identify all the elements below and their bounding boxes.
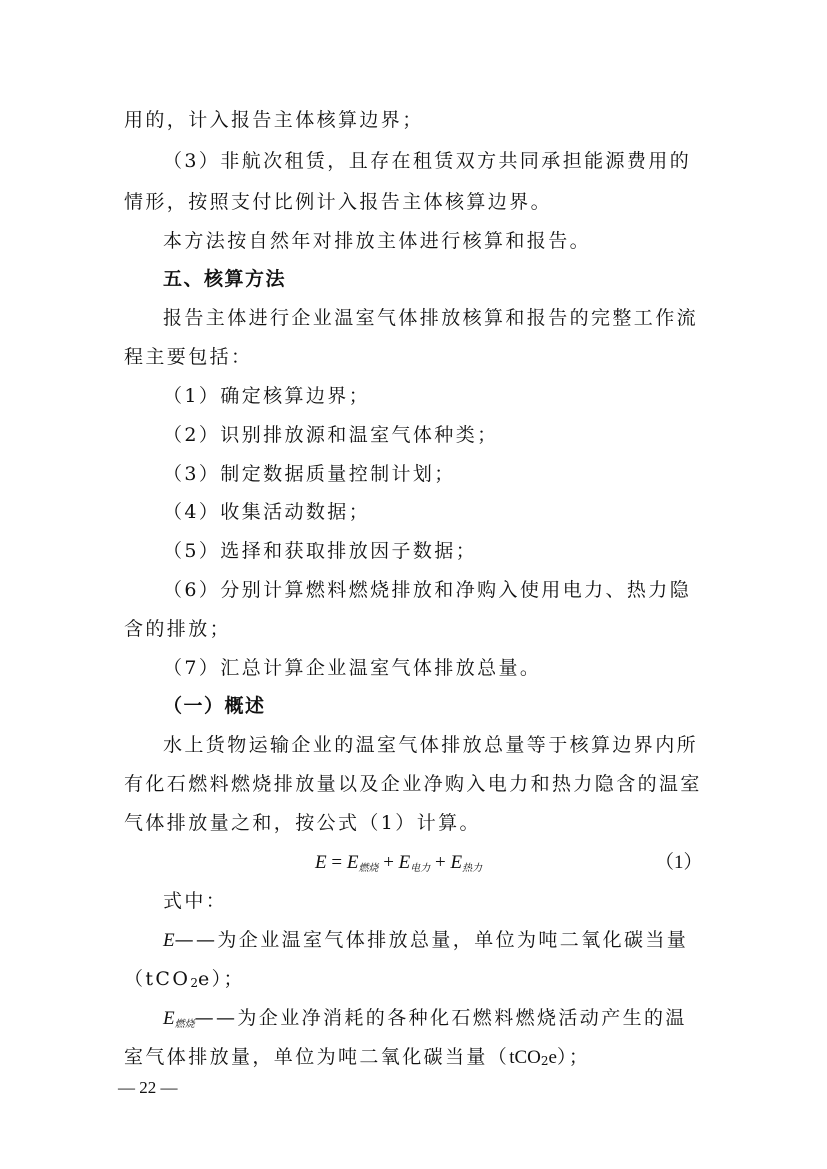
definition-symbol: E <box>163 1008 175 1029</box>
definition-line <box>163 928 688 953</box>
paragraph-line: 程主要包括： <box>124 346 253 368</box>
definition-unit-subscript: 2 <box>540 1054 549 1068</box>
definition-symbol-subscript: 燃烧 <box>174 1019 195 1030</box>
definition-text: 室气体排放量，单位为吨二氧化碳当量（ <box>124 1046 510 1068</box>
definition-unit: （tCO <box>124 968 191 990</box>
definition-unit: ）； <box>556 1046 591 1068</box>
list-item: （5）选择和获取排放因子数据； <box>163 540 478 562</box>
formula-term: E <box>398 852 411 873</box>
list-item: （6）分别计算燃料燃烧排放和净购入使用电力、热力隐 <box>163 579 692 601</box>
definition-line <box>124 967 245 995</box>
formula-operator: + <box>378 852 399 873</box>
definition-symbol: E <box>163 930 175 951</box>
formula-subscript: 燃烧 <box>358 863 379 874</box>
list-item-continuation: 含的排放； <box>124 618 232 640</box>
paragraph-line: 情形，按照支付比例计入报告主体核算边界。 <box>124 191 553 213</box>
subsection-heading: （一）概述 <box>163 695 266 717</box>
definition-line <box>124 1045 590 1073</box>
section-heading: 五、核算方法 <box>163 268 287 290</box>
list-item: （7）汇总计算企业温室气体排放总量。 <box>163 657 542 679</box>
formula-term: E <box>346 852 359 873</box>
paragraph-line: 水上货物运输企业的温室气体排放总量等于核算边界内所 <box>163 734 699 756</box>
definition-unit: e <box>548 1047 557 1068</box>
definition-text: ——为企业净消耗的各种化石燃料燃烧活动产生的温 <box>194 1007 687 1029</box>
page-number: — 22 — <box>118 1078 178 1097</box>
definition-unit: e）； <box>198 968 245 990</box>
list-item: （3）制定数据质量控制计划； <box>163 463 456 485</box>
emission-formula <box>315 851 482 881</box>
formula-subscript: 电力 <box>410 863 431 874</box>
list-item: （1）确定核算边界； <box>163 385 371 407</box>
formula-number: （1） <box>655 852 703 873</box>
formula-term: E <box>315 852 327 873</box>
paragraph-line: 气体排放量之和，按公式（1）计算。 <box>124 812 481 834</box>
list-item: （2）识别排放源和温室气体种类； <box>163 424 499 446</box>
definition-unit: tCO <box>509 1047 541 1068</box>
paragraph-line: （3）非航次租赁，且存在租赁双方共同承担能源费用的 <box>163 150 692 172</box>
where-label: 式中： <box>163 890 228 912</box>
formula-term: E <box>450 852 463 873</box>
paragraph-line: 用的，计入报告主体核算边界； <box>124 109 424 131</box>
paragraph-line: 报告主体进行企业温室气体排放核算和报告的完整工作流 <box>163 307 699 329</box>
formula-operator: = <box>326 852 347 873</box>
definition-text: ——为企业温室气体排放总量，单位为吨二氧化碳当量 <box>174 929 689 951</box>
formula-operator: + <box>430 852 451 873</box>
definition-line <box>163 1006 687 1037</box>
paragraph-line: 本方法按自然年对排放主体进行核算和报告。 <box>163 230 592 252</box>
list-item: （4）收集活动数据； <box>163 501 371 523</box>
paragraph-line: 有化石燃料燃烧排放量以及企业净购入电力和热力隐含的温室 <box>124 773 702 795</box>
definition-unit-subscript: 2 <box>190 976 198 990</box>
formula-subscript: 热力 <box>462 863 483 874</box>
